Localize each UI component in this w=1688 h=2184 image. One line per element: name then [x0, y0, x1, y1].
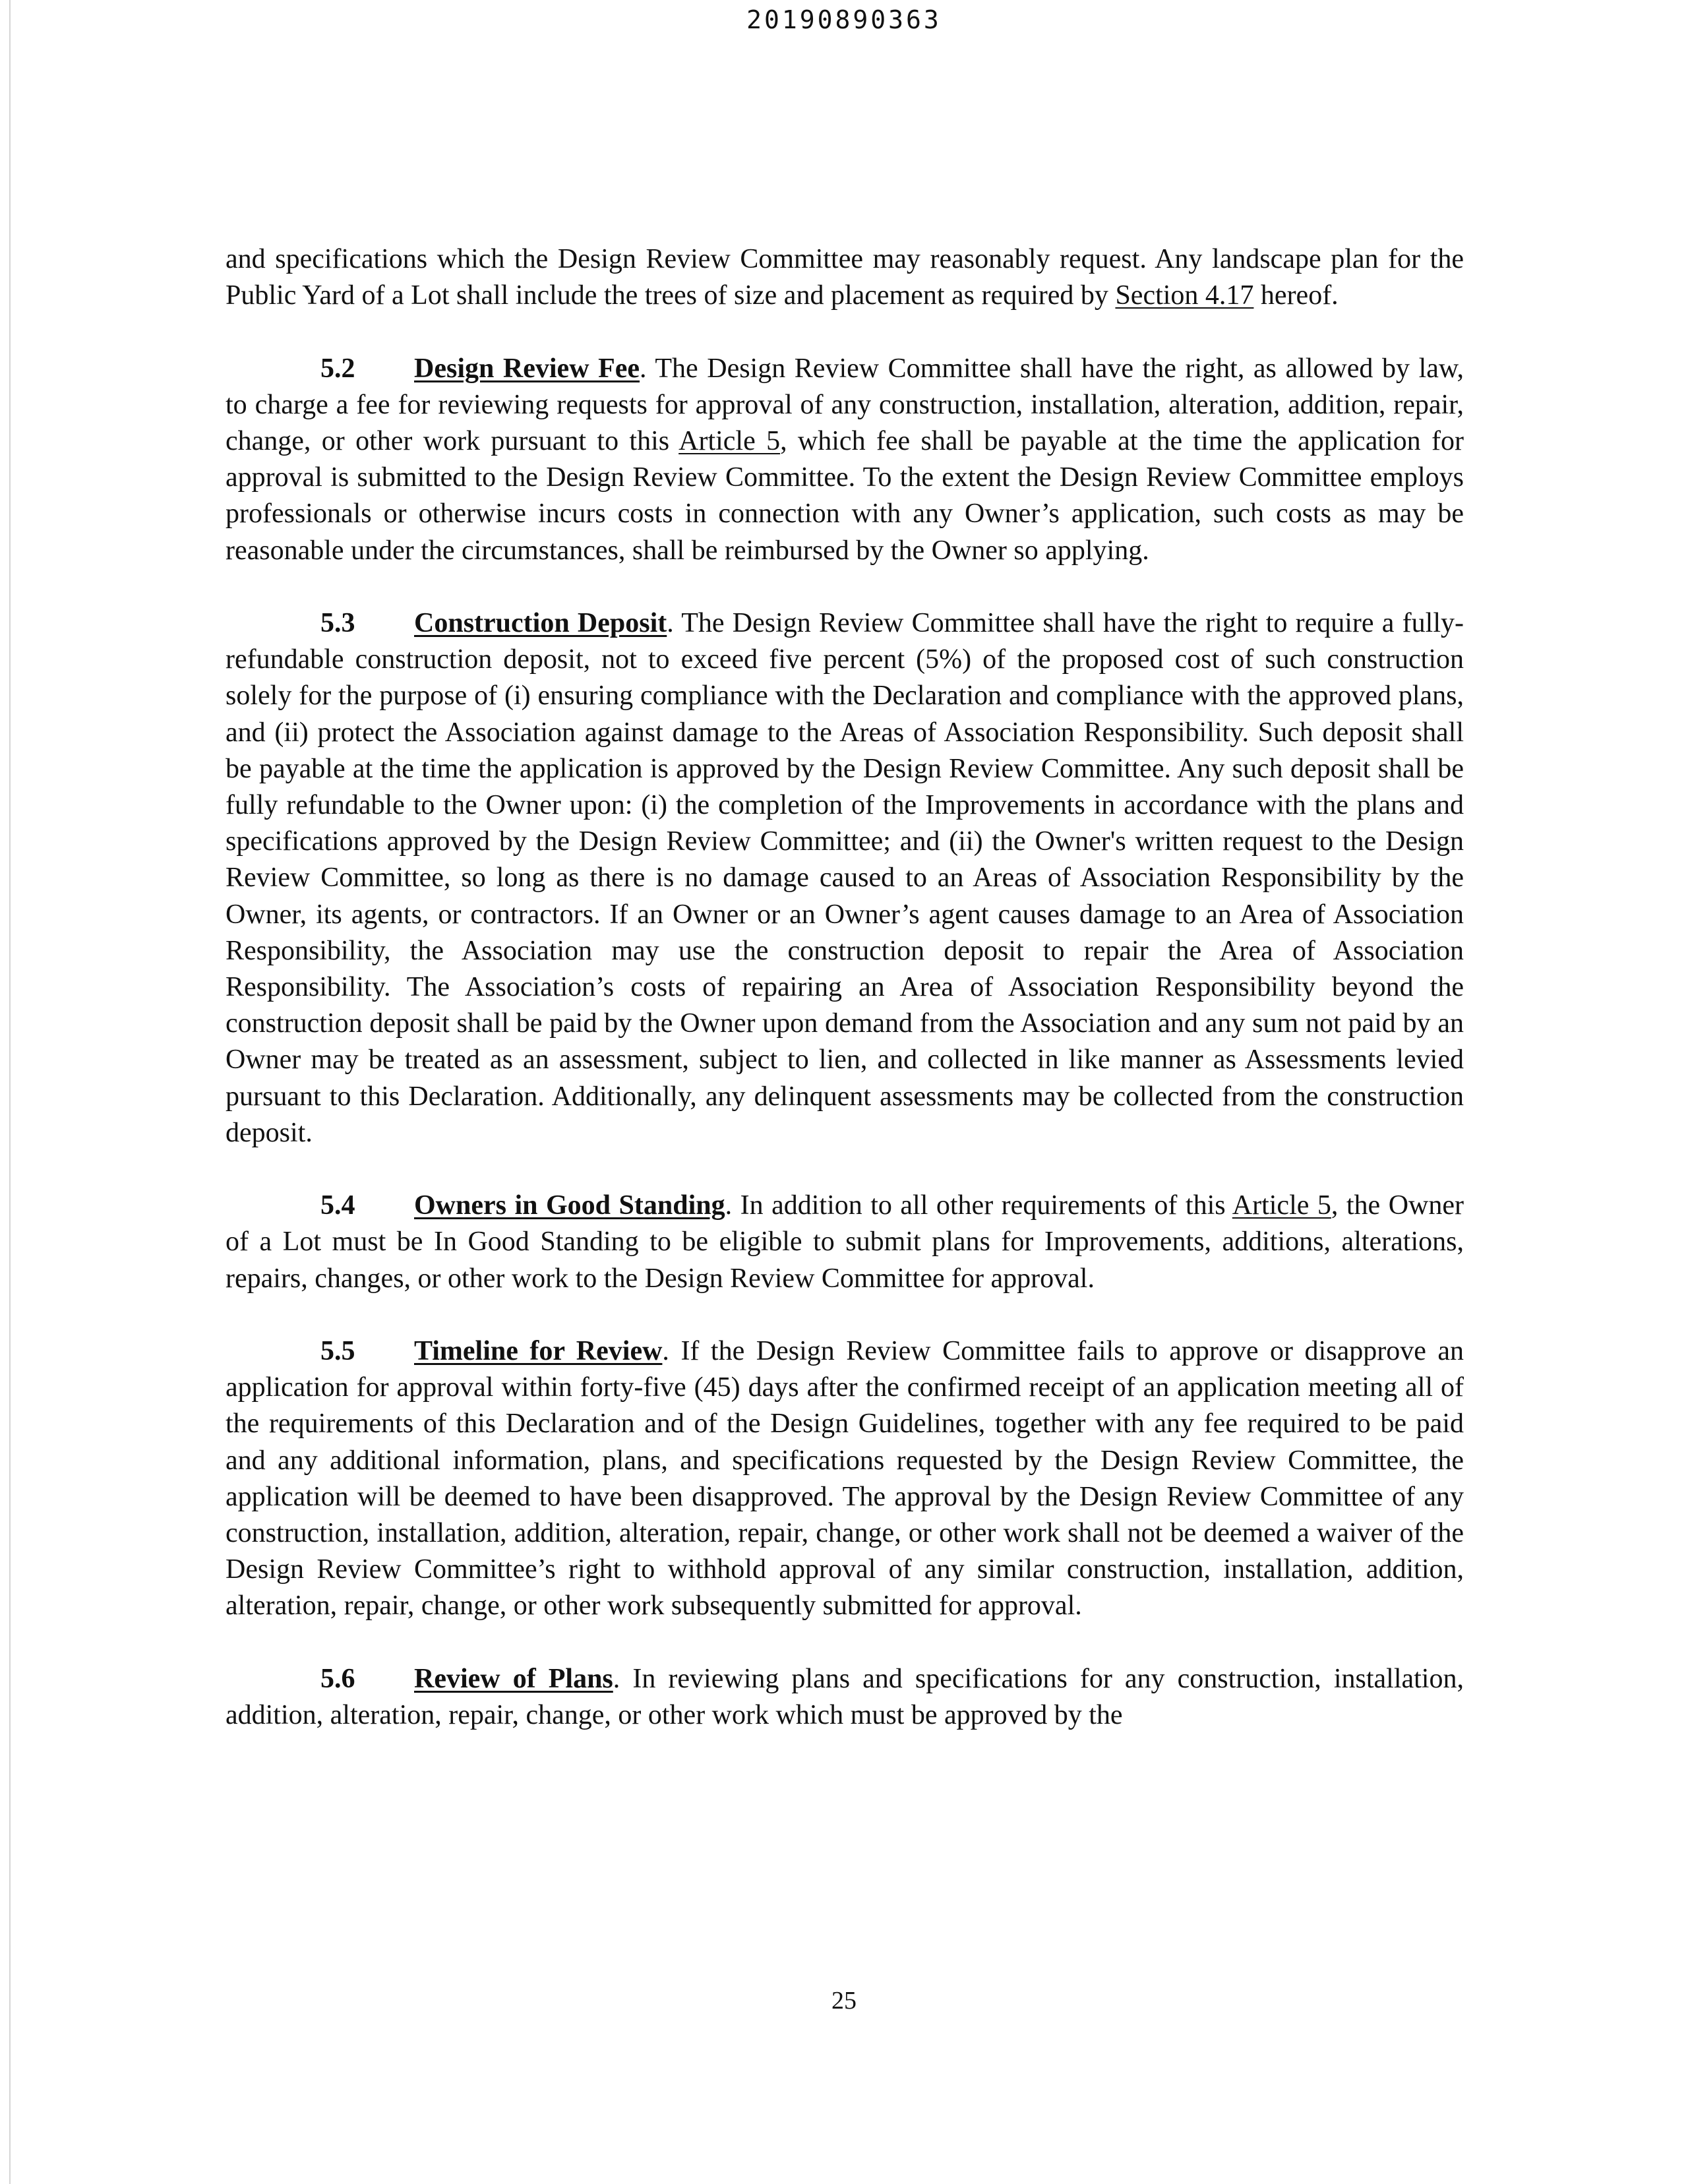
- paragraph-continuation: [226, 241, 1464, 314]
- section-title: Construction Deposit: [414, 608, 667, 638]
- page-number: 25: [831, 1987, 857, 2015]
- section-number: 5.2: [320, 353, 355, 384]
- section-5-3: [226, 605, 1464, 1151]
- section-4-17-reference: Section 4.17: [1115, 280, 1254, 311]
- section-number: 5.5: [320, 1336, 355, 1367]
- section-5-6: [226, 1661, 1464, 1734]
- section-title: Timeline for Review: [414, 1336, 663, 1367]
- section-text: . In addition to all other requirements of this: [725, 1190, 1232, 1221]
- section-text: . The Design Review Committee shall have the right to require a fully-refundable construction deposit, not to exceed five percent (5%) of the proposed cost of such construction solely for the purpose of (i) ensuring compliance with the Declaration and compliance with the approved plans, and (ii) protect the Association against damage to the Areas of Association Responsibility. Such deposit shall be payable at the time the application is approved by the Design Review Committee. Any such deposit shall be fully refundable to the Owner upon: (i) the completion of the Improvements in accordance with the plans and specifications approved by the Design Review Committee; and (ii) the Owner's written request to the Design Review Committee, so long as there is no damage caused to an Areas of Association Responsibility by the Owner, its agents, or contractors. If an Owner or an Owner’s agent causes damage to an Area of Association Responsibility, the Association may use the construction deposit to repair the Area of Association Responsibility. The Association’s costs of repairing an Area of Association Responsibility beyond the construction deposit shall be paid by the Owner upon demand from the Association and any sum not paid by an Owner may be treated as an assessment, subject to lien, and collected in like manner as Assessments levied pursuant to this Declaration. Additionally, any delinquent assessments may be collected from the construction deposit.: [226, 608, 1464, 1148]
- section-text: . In reviewing plans and specifications for any construction, installation, addition, alteration, repair, change, or other work which must be approved by the: [226, 1663, 1464, 1731]
- section-text: , which fee shall be payable at the time the application for approval is submitted to the Design Review Committee. To the extent the Design Review Committee employs professionals or otherwise incurs costs in connection with any Owner’s application, such costs as may be reasonable under the circumstances, shall be reimbursed by the Owner so applying.: [226, 426, 1464, 566]
- paragraph-text: hereof.: [1253, 280, 1339, 311]
- section-5-4: [226, 1188, 1464, 1297]
- article-5-reference: Article 5: [1232, 1190, 1331, 1221]
- section-number: 5.4: [320, 1190, 355, 1221]
- scan-edge-line: [9, 0, 11, 2184]
- section-title: Owners in Good Standing: [414, 1190, 725, 1221]
- document-body: [226, 241, 1464, 1770]
- section-5-2: [226, 351, 1464, 569]
- section-text: , the Owner of a Lot must be In Good Standing to be eligible to submit plans for Improvements, additions, alterations, repairs, changes, or other work to the Design Review Committee for approval.: [226, 1190, 1464, 1294]
- section-title: Review of Plans: [414, 1663, 613, 1694]
- section-text: . If the Design Review Committee fails to approve or disapprove an application for approval within forty-five (45) days after the confirmed receipt of an application meeting all of the requirements of this Declaration and of the Design Guidelines, together with any fee required to be paid and any additional information, plans, and specifications requested by the Design Review Committee, the application will be deemed to have been disapproved. The approval by the Design Review Committee of any construction, installation, addition, alteration, repair, change, or other work shall not be deemed a waiver of the Design Review Committee’s right to withhold approval of any similar construction, installation, addition, alteration, repair, change, or other work subsequently submitted for approval.: [226, 1336, 1464, 1622]
- section-5-5: [226, 1333, 1464, 1625]
- section-number: 5.6: [320, 1663, 355, 1694]
- section-title: Design Review Fee: [414, 353, 640, 384]
- section-number: 5.3: [320, 608, 355, 638]
- paragraph-text: and specifications which the Design Review Committee may reasonably request. Any landscape plan for the Public Yard of a Lot shall include the trees of size and placement as required by: [226, 244, 1464, 311]
- section-text: . The Design Review Committee shall have the right, as allowed by law, to charge a fee for reviewing requests for approval of any construction, installation, alteration, addition, repair, change, or other work pursuant to this: [226, 353, 1464, 456]
- document-number: 20190890363: [746, 5, 942, 34]
- article-5-reference: Article 5: [678, 426, 781, 456]
